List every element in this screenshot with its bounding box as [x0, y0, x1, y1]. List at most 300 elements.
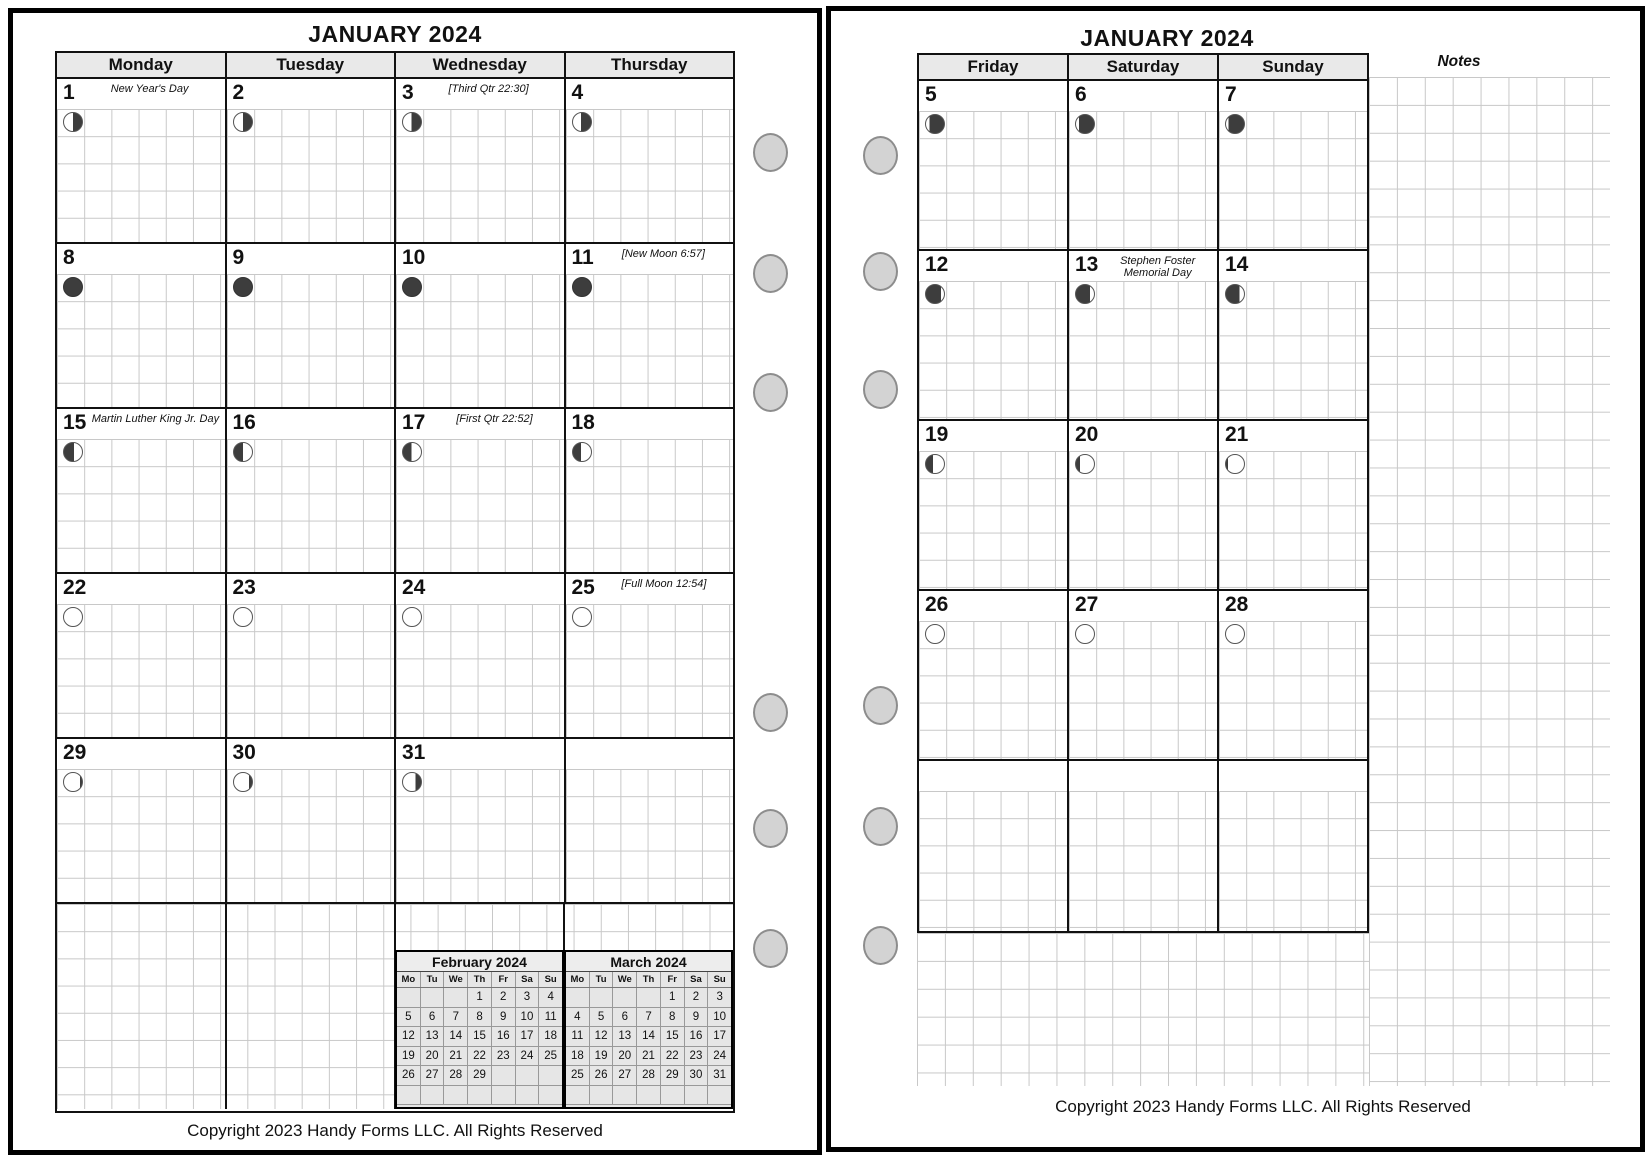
mini-day: 27 [613, 1066, 637, 1086]
mini-calendar-week-row [397, 988, 562, 1008]
mini-day [708, 1086, 731, 1106]
date-band [919, 761, 1067, 791]
mini-day: 27 [421, 1066, 445, 1086]
day-note: [New Moon 6:57] [621, 248, 705, 260]
mini-calendar-week-row [397, 1086, 562, 1106]
mini-day: 13 [613, 1027, 637, 1047]
day-number: 7 [1225, 83, 1237, 106]
day-grid [919, 621, 1067, 759]
mini-calendar-week-row [397, 1047, 562, 1067]
mini-calendar-dow-row [397, 972, 562, 988]
mini-dow-label: Fr [661, 972, 685, 987]
day-cell-9 [227, 244, 397, 407]
day-cell-30 [227, 739, 397, 902]
day-cell-31 [396, 739, 566, 902]
day-note: Martin Luther King Jr. Day [91, 413, 220, 425]
planner-left-page [8, 8, 822, 1155]
date-band [1219, 761, 1367, 791]
mini-day [421, 988, 445, 1008]
mini-day [444, 1086, 468, 1106]
week-row [919, 591, 1367, 761]
day-header-wednesday: Wednesday [396, 53, 566, 77]
mini-day: 14 [444, 1027, 468, 1047]
moon-phase-icon [63, 277, 83, 297]
day-header-sunday: Sunday [1262, 57, 1324, 76]
mini-day: 2 [492, 988, 516, 1008]
day-grid [227, 439, 395, 572]
moon-phase-icon [63, 112, 83, 132]
mini-calendar-week-row [566, 988, 731, 1008]
day-grid [227, 274, 395, 407]
binder-hole [753, 133, 788, 172]
day-grid [919, 111, 1067, 249]
moon-phase-icon [572, 442, 592, 462]
moon-phase-icon [572, 277, 592, 297]
moon-phase-icon [1225, 284, 1245, 304]
mini-day: 13 [421, 1027, 445, 1047]
mini-day [492, 1086, 516, 1106]
day-grid [919, 451, 1067, 589]
week-row [57, 739, 733, 904]
mini-day: 20 [421, 1047, 445, 1067]
day-cell-26 [919, 591, 1069, 759]
mini-day: 11 [539, 1008, 562, 1028]
binder-hole [753, 929, 788, 968]
day-grid [1069, 451, 1217, 589]
moon-phase-icon [1075, 114, 1095, 134]
mini-calendar-title: March 2024 [566, 952, 731, 972]
date-band [566, 409, 734, 439]
day-number: 11 [571, 246, 594, 269]
mini-dow-label: Fr [492, 972, 516, 987]
moon-phase-icon [233, 112, 253, 132]
mini-dow-label: Th [468, 972, 492, 987]
mini-day [444, 988, 468, 1008]
date-band [227, 739, 395, 769]
day-number: 22 [63, 576, 87, 599]
day-grid [566, 604, 734, 737]
date-band [919, 591, 1067, 621]
day-grid [1219, 621, 1367, 759]
day-number: 10 [402, 246, 426, 269]
week-row [57, 79, 733, 244]
mini-calendar-dow-row [566, 972, 731, 988]
date-band [1069, 761, 1217, 791]
day-grid [566, 769, 734, 902]
date-band [396, 79, 564, 109]
day-cell-19 [919, 421, 1069, 589]
mini-day: 28 [637, 1066, 661, 1086]
day-cell-empty [1219, 761, 1367, 931]
day-grid [1219, 791, 1367, 931]
day-cell-12 [919, 251, 1069, 419]
mini-day: 19 [590, 1047, 614, 1067]
mini-day: 20 [613, 1047, 637, 1067]
day-header-saturday: Saturday [1069, 55, 1219, 79]
column-divider [225, 904, 227, 1109]
mini-dow-label: We [613, 972, 637, 987]
moon-phase-icon [233, 277, 253, 297]
date-band [227, 574, 395, 604]
moon-phase-icon [402, 277, 422, 297]
mini-day: 8 [468, 1008, 492, 1028]
mini-day: 17 [708, 1027, 731, 1047]
mini-day [613, 988, 637, 1008]
day-number: 8 [63, 246, 75, 269]
day-grid [1219, 281, 1367, 419]
mini-calendar-week-row [397, 1008, 562, 1028]
day-grid [57, 769, 225, 902]
mini-day: 25 [539, 1047, 562, 1067]
day-grid [1069, 621, 1217, 759]
mini-day: 15 [468, 1027, 492, 1047]
moon-phase-icon [63, 607, 83, 627]
day-header-tuesday: Tuesday [227, 53, 397, 77]
date-band [919, 421, 1067, 451]
mini-day [516, 1066, 540, 1086]
mini-day: 26 [397, 1066, 421, 1086]
mini-calendar-february-2024 [395, 950, 564, 1109]
week-row [57, 244, 733, 409]
date-band [57, 244, 225, 274]
mini-day: 29 [468, 1066, 492, 1086]
mini-calendars [395, 950, 733, 1109]
mini-day: 11 [566, 1027, 590, 1047]
mini-calendar-week-row [566, 1066, 731, 1086]
moon-phase-icon [63, 442, 83, 462]
mini-day [590, 988, 614, 1008]
date-band [1219, 81, 1367, 111]
mini-day: 18 [566, 1047, 590, 1067]
date-band [57, 409, 225, 439]
mini-day [590, 1086, 614, 1106]
day-grid [919, 791, 1067, 931]
right-day-header-row [919, 55, 1367, 81]
mini-day: 23 [685, 1047, 709, 1067]
moon-phase-icon [572, 607, 592, 627]
day-cell-21 [1219, 421, 1367, 589]
day-cell-18 [566, 409, 734, 572]
date-band [1069, 251, 1217, 281]
date-band [566, 739, 734, 769]
mini-day [492, 1066, 516, 1086]
day-cell-6 [1069, 81, 1219, 249]
mini-day: 15 [661, 1027, 685, 1047]
mini-day [397, 988, 421, 1008]
mini-day: 9 [685, 1008, 709, 1028]
day-number: 29 [63, 741, 87, 764]
day-number: 23 [232, 576, 256, 599]
day-cell-29 [57, 739, 227, 902]
day-grid [57, 604, 225, 737]
mini-day: 10 [708, 1008, 731, 1028]
day-number: 15 [63, 411, 87, 434]
mini-day: 7 [444, 1008, 468, 1028]
mini-day: 12 [397, 1027, 421, 1047]
mini-day [468, 1086, 492, 1106]
mini-dow-label: Th [637, 972, 661, 987]
mini-day: 6 [421, 1008, 445, 1028]
mini-day: 9 [492, 1008, 516, 1028]
moon-phase-icon [402, 112, 422, 132]
moon-phase-icon [925, 284, 945, 304]
binder-hole [753, 809, 788, 848]
day-number: 5 [925, 83, 937, 106]
mini-day: 4 [566, 1008, 590, 1028]
moon-phase-icon [1225, 114, 1245, 134]
day-grid [396, 274, 564, 407]
day-cell-20 [1069, 421, 1219, 589]
week-row [919, 251, 1367, 421]
day-number: 28 [1225, 593, 1249, 616]
week-row [57, 409, 733, 574]
mini-day: 16 [685, 1027, 709, 1047]
mini-day: 19 [397, 1047, 421, 1067]
mini-day [421, 1086, 445, 1106]
notes-heading: Notes [1437, 53, 1481, 70]
binder-hole [863, 926, 898, 965]
mini-day: 12 [590, 1027, 614, 1047]
moon-phase-icon [233, 607, 253, 627]
day-grid [1069, 791, 1217, 931]
day-number: 4 [571, 81, 584, 104]
right-calendar [917, 53, 1369, 933]
day-cell-27 [1069, 591, 1219, 759]
day-header-thursday: Thursday [610, 55, 688, 74]
left-copyright: Copyright 2023 Handy Forms LLC. All Rights Reserved [187, 1121, 603, 1140]
day-note: [Full Moon 12:54] [621, 578, 707, 590]
day-grid [57, 439, 225, 572]
mini-day: 18 [539, 1027, 562, 1047]
day-cell-7 [1219, 81, 1367, 249]
mini-day [637, 1086, 661, 1106]
moon-phase-icon [925, 114, 945, 134]
day-cell-10 [396, 244, 566, 407]
day-cell-16 [227, 409, 397, 572]
binder-hole [863, 252, 898, 291]
mini-day: 23 [492, 1047, 516, 1067]
mini-calendar-week-row [566, 1008, 731, 1028]
day-number: 1 [63, 81, 75, 104]
mini-day [613, 1086, 637, 1106]
day-cell-8 [57, 244, 227, 407]
mini-day [685, 1086, 709, 1106]
day-cell-15 [57, 409, 227, 572]
date-band [57, 574, 225, 604]
mini-day [661, 1086, 685, 1106]
date-band [1219, 421, 1367, 451]
moon-phase-icon [572, 112, 592, 132]
day-cell-empty [1069, 761, 1219, 931]
day-grid [227, 109, 395, 242]
day-cell-22 [57, 574, 227, 737]
day-number: 2 [232, 81, 245, 104]
mini-day: 16 [492, 1027, 516, 1047]
date-band [57, 739, 225, 769]
day-grid [57, 109, 225, 242]
planner-right-page [826, 6, 1645, 1152]
date-band [1069, 81, 1217, 111]
notes-grid [1369, 77, 1610, 1086]
moon-phase-icon [1075, 284, 1095, 304]
day-number: 20 [1075, 423, 1099, 446]
column-divider [563, 904, 565, 950]
date-band [919, 251, 1067, 281]
day-cell-13 [1069, 251, 1219, 419]
mini-dow-label: Mo [566, 972, 590, 987]
mini-day: 3 [708, 988, 731, 1008]
mini-day: 21 [444, 1047, 468, 1067]
date-band [396, 739, 564, 769]
day-number: 19 [925, 423, 949, 446]
day-header-friday: Friday [919, 55, 1069, 79]
binder-hole [863, 370, 898, 409]
binder-hole [753, 693, 788, 732]
moon-phase-icon [402, 772, 422, 792]
mini-day: 4 [539, 988, 562, 1008]
mini-day: 24 [516, 1047, 540, 1067]
binder-hole [863, 136, 898, 175]
date-band [227, 79, 395, 109]
left-page-title: JANUARY 2024 [308, 21, 482, 47]
mini-day [539, 1086, 562, 1106]
day-number: 13 [1075, 253, 1099, 276]
mini-day [516, 1086, 540, 1106]
mini-dow-label: Tu [421, 972, 445, 987]
day-grid [57, 274, 225, 407]
week-row [919, 761, 1367, 931]
day-header-monday: Monday [57, 53, 227, 77]
day-grid [566, 439, 734, 572]
moon-phase-icon [233, 442, 253, 462]
mini-day: 25 [566, 1066, 590, 1086]
left-calendar [55, 51, 735, 1113]
date-band [566, 244, 734, 274]
date-band [396, 409, 564, 439]
binder-hole [753, 254, 788, 293]
date-band [1069, 591, 1217, 621]
moon-phase-icon [233, 772, 253, 792]
day-cell-11 [566, 244, 734, 407]
mini-day [637, 988, 661, 1008]
day-cell-23 [227, 574, 397, 737]
mini-day: 5 [590, 1008, 614, 1028]
right-copyright: Copyright 2023 Handy Forms LLC. All Rights Reserved [1055, 1097, 1471, 1116]
day-grid [396, 109, 564, 242]
day-cell-14 [1219, 251, 1367, 419]
day-note: [First Qtr 22:52] [456, 413, 533, 425]
week-row [919, 81, 1367, 251]
mini-dow-label: Mo [397, 972, 421, 987]
day-cell-5 [919, 81, 1069, 249]
mini-day: 3 [516, 988, 540, 1008]
date-band [396, 574, 564, 604]
mini-day: 7 [637, 1008, 661, 1028]
day-grid [1219, 451, 1367, 589]
mini-calendar-week-row [566, 1027, 731, 1047]
left-day-header-row [57, 53, 733, 79]
mini-day: 10 [516, 1008, 540, 1028]
day-number: 9 [232, 246, 245, 269]
mini-dow-label: Su [713, 974, 726, 985]
day-grid [396, 439, 564, 572]
date-band [396, 244, 564, 274]
day-grid [566, 274, 734, 407]
day-grid [566, 109, 734, 242]
day-number: 24 [402, 576, 426, 599]
binder-hole [863, 807, 898, 846]
binder-hole [863, 686, 898, 725]
date-band [227, 409, 395, 439]
mini-calendar-week-row [397, 1066, 562, 1086]
week-row [57, 574, 733, 739]
day-number: 18 [571, 411, 595, 434]
day-grid [1069, 111, 1217, 249]
moon-phase-icon [925, 454, 945, 474]
day-note: [Third Qtr 22:30] [448, 83, 529, 95]
mini-day [566, 988, 590, 1008]
mini-day: 24 [708, 1047, 731, 1067]
below-calendar-grid [917, 933, 1370, 1086]
day-grid [396, 604, 564, 737]
date-band [57, 79, 225, 109]
day-grid [1219, 111, 1367, 249]
mini-day [397, 1086, 421, 1106]
mini-day: 1 [468, 988, 492, 1008]
moon-phase-icon [1225, 454, 1245, 474]
mini-calendar-title: February 2024 [397, 952, 562, 972]
left-bottom-grid-section [57, 904, 733, 1109]
mini-day [566, 1086, 590, 1106]
moon-phase-icon [1075, 624, 1095, 644]
week-row [919, 421, 1367, 591]
day-grid [227, 604, 395, 737]
day-number: 3 [402, 81, 414, 104]
day-grid [227, 769, 395, 902]
day-number: 6 [1075, 83, 1087, 106]
mini-day: 30 [685, 1066, 709, 1086]
mini-day: 2 [685, 988, 709, 1008]
day-grid [919, 281, 1067, 419]
mini-day: 26 [590, 1066, 614, 1086]
date-band [919, 81, 1067, 111]
mini-dow-label: Sa [516, 972, 540, 987]
day-cell-empty [566, 739, 734, 902]
mini-calendar-week-row [566, 1086, 731, 1106]
mini-day: 21 [637, 1047, 661, 1067]
mini-day: 29 [661, 1066, 685, 1086]
day-cell-28 [1219, 591, 1367, 759]
day-grid [396, 769, 564, 902]
moon-phase-icon [1075, 454, 1095, 474]
day-note: New Year's Day [110, 83, 189, 95]
day-number: 12 [925, 253, 949, 276]
day-cell-4 [566, 79, 734, 242]
left-weeks [57, 79, 733, 904]
moon-phase-icon [402, 607, 422, 627]
day-cell-25 [566, 574, 734, 737]
mini-dow-label: Sa [685, 972, 709, 987]
mini-day: 22 [661, 1047, 685, 1067]
day-number: 21 [1225, 423, 1249, 446]
right-weeks [919, 81, 1367, 931]
mini-day: 31 [708, 1066, 731, 1086]
date-band [1219, 251, 1367, 281]
mini-calendar-march-2024 [564, 950, 733, 1109]
day-cell-3 [396, 79, 566, 242]
day-note: Stephen Foster Memorial Day [1120, 255, 1196, 279]
moon-phase-icon [925, 624, 945, 644]
